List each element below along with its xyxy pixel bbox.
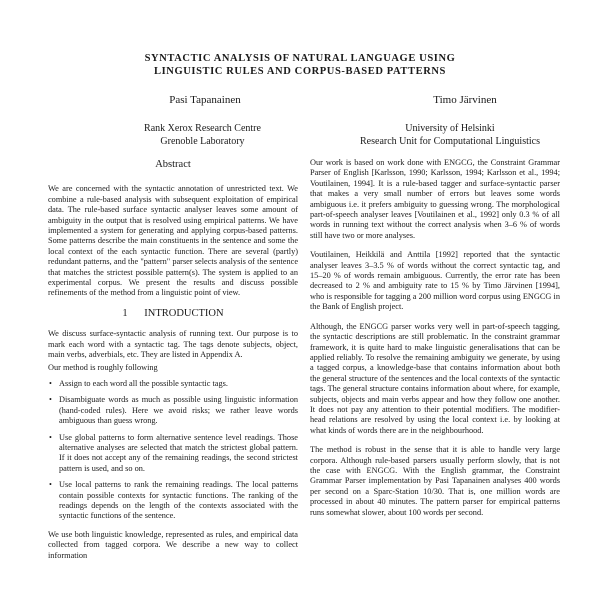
abstract-heading: Abstract bbox=[155, 159, 191, 170]
author-name-2: Timo Järvinen bbox=[433, 94, 497, 106]
affiliation-1-line-2: Grenoble Laboratory bbox=[160, 136, 245, 147]
method-list bbox=[48, 379, 298, 522]
right-paragraph-2: Voutilainen, Heikkilä and Anttila [1992] reported that the syntactic analyser leaves 3–3.5 % of words without the correct syntactic tag, and 15–20 % of words remain ambiguous. Currently, the error rate has been decreased to 2 % and ambiguity rate to 15 % by Timo Järvinen [1994], who is responsible for tagging a 200 million word corpus using ENGCG in the Bank of English project. bbox=[310, 250, 560, 312]
right-paragraph-4: The method is robust in the sense that it is able to handle very large corpora. Although rule-based parsers usually perform slowly, that is not the case with ENGCG. With the English grammar, the Constraint Grammar Parser implementation by Pasi Tapanainen analyses 400 words per second on a Sparc-Station 10/30. That is, one million words are processed in about 40 minutes. The pattern parser for empirical patterns runs somewhat slower, about 100 words per second. bbox=[310, 445, 560, 517]
affiliation-1-line-1: Rank Xerox Research Centre bbox=[144, 123, 261, 134]
right-paragraph-3: Although, the ENGCG parser works very well in part-of-speech tagging, the syntactic descriptions are still problematic. In the constraint grammar framework, it is quite hard to make linguistic generalisations that can be applied reliably. To resolve the remaining ambiguity we generate, by using a tagged corpus, a knowledge-base that contains information about both the general structure of the sentences and the local contexts of the syntactic tags. The general structure contains information about where, for example, subjects, objects and main verbs appear and how they follow one another. It does not pay any attention to their potential modifiers. The modifier-head relations are resolved by using the local context i.e. by looking at what kinds of words there are in the neighbourhood. bbox=[310, 321, 560, 435]
closing-paragraph: We use both linguistic knowledge, represented as rules, and empirical data collected from tagged corpora. We describe a new way to collect information bbox=[48, 529, 298, 560]
section-1-title: INTRODUCTION bbox=[144, 307, 224, 319]
method-list-item: • Disambiguate words as much as possible using linguistic information (hand-coded rules). Here we avoid risks; we rather leave words ambiguous than guess wrong. bbox=[48, 395, 298, 426]
method-list-item: • Use local patterns to rank the remaining readings. The local patterns contain possible contexts for syntactic functions. The ranking of the readings depends on the length of the contexts associated with the syntactic functions of the sentence. bbox=[48, 480, 298, 522]
author-affiliation-2 bbox=[330, 122, 570, 148]
right-paragraph-1: Our work is based on work done with ENGCG, the Constraint Grammar Parser of English [Karlsson, 1990; Karlsson, 1994; Karlsson et al., 1994; Voutilainen, 1994]. It is a rule-based tagger and surface-syntactic parser that makes a very small number of errors but leaves some words ambiguous i.e. it prefers ambiguity to guessing wrong. The morphological part-of-speech analyser leaves [Voutilainen et al., 1992] only 0.3 % of all words in running text without the correct analysis when 3–6 % of words still have two or more analyses. bbox=[310, 158, 560, 240]
left-column bbox=[48, 158, 298, 570]
author-name-1: Pasi Tapanainen bbox=[169, 94, 241, 106]
section-1-heading bbox=[48, 309, 298, 319]
paper-title-line-1: SYNTACTIC ANALYSIS OF NATURAL LANGUAGE USING bbox=[144, 53, 456, 64]
method-list-item: • Assign to each word all the possible syntactic tags. bbox=[48, 379, 298, 389]
method-lead: Our method is roughly following bbox=[48, 362, 158, 372]
affiliation-2-line-1: University of Helsinki bbox=[405, 123, 495, 134]
right-column bbox=[310, 158, 560, 527]
paper-title-line-2: LINGUISTIC RULES AND CORPUS-BASED PATTERNS bbox=[153, 66, 447, 77]
section-1-number: 1 bbox=[122, 307, 128, 319]
method-list-item: • Use global patterns to form alternative sentence level readings. Those alternative analyses are selected that match the strictest global pattern. If it does not accept any of the remaining readings, the second strictest pattern is used, and so on. bbox=[48, 433, 298, 475]
author-affiliation-1 bbox=[95, 122, 310, 148]
abstract-text: We are concerned with the syntactic annotation of unrestricted text. We combine a rule-based analysis with subsequent exploitation of empirical data. The rule-based surface syntactic analyser leaves some amount of ambiguity in the output that is resolved using empirical patterns. We have implemented a system for generating and applying corpus-based patterns. Some patterns describe the main constituents in the sentence and some the local context of the each syntactic function. There are several (partly) redundant patterns, and the "pattern" parser selects analysis of the sentence that matches the strictest possible pattern(s). The system is applied to an experimental corpus. We present the results and discuss possible refinements of the method from a linguistic point of view. bbox=[48, 184, 298, 298]
affiliation-2-line-2: Research Unit for Computational Linguistics bbox=[360, 136, 540, 147]
intro-paragraph: We discuss surface-syntactic analysis of running text. Our purpose is to mark each word with a syntactic tag. The tags denote subjects, object, main verbs, adverbials, etc. They are listed in Appendix A. bbox=[48, 329, 298, 360]
